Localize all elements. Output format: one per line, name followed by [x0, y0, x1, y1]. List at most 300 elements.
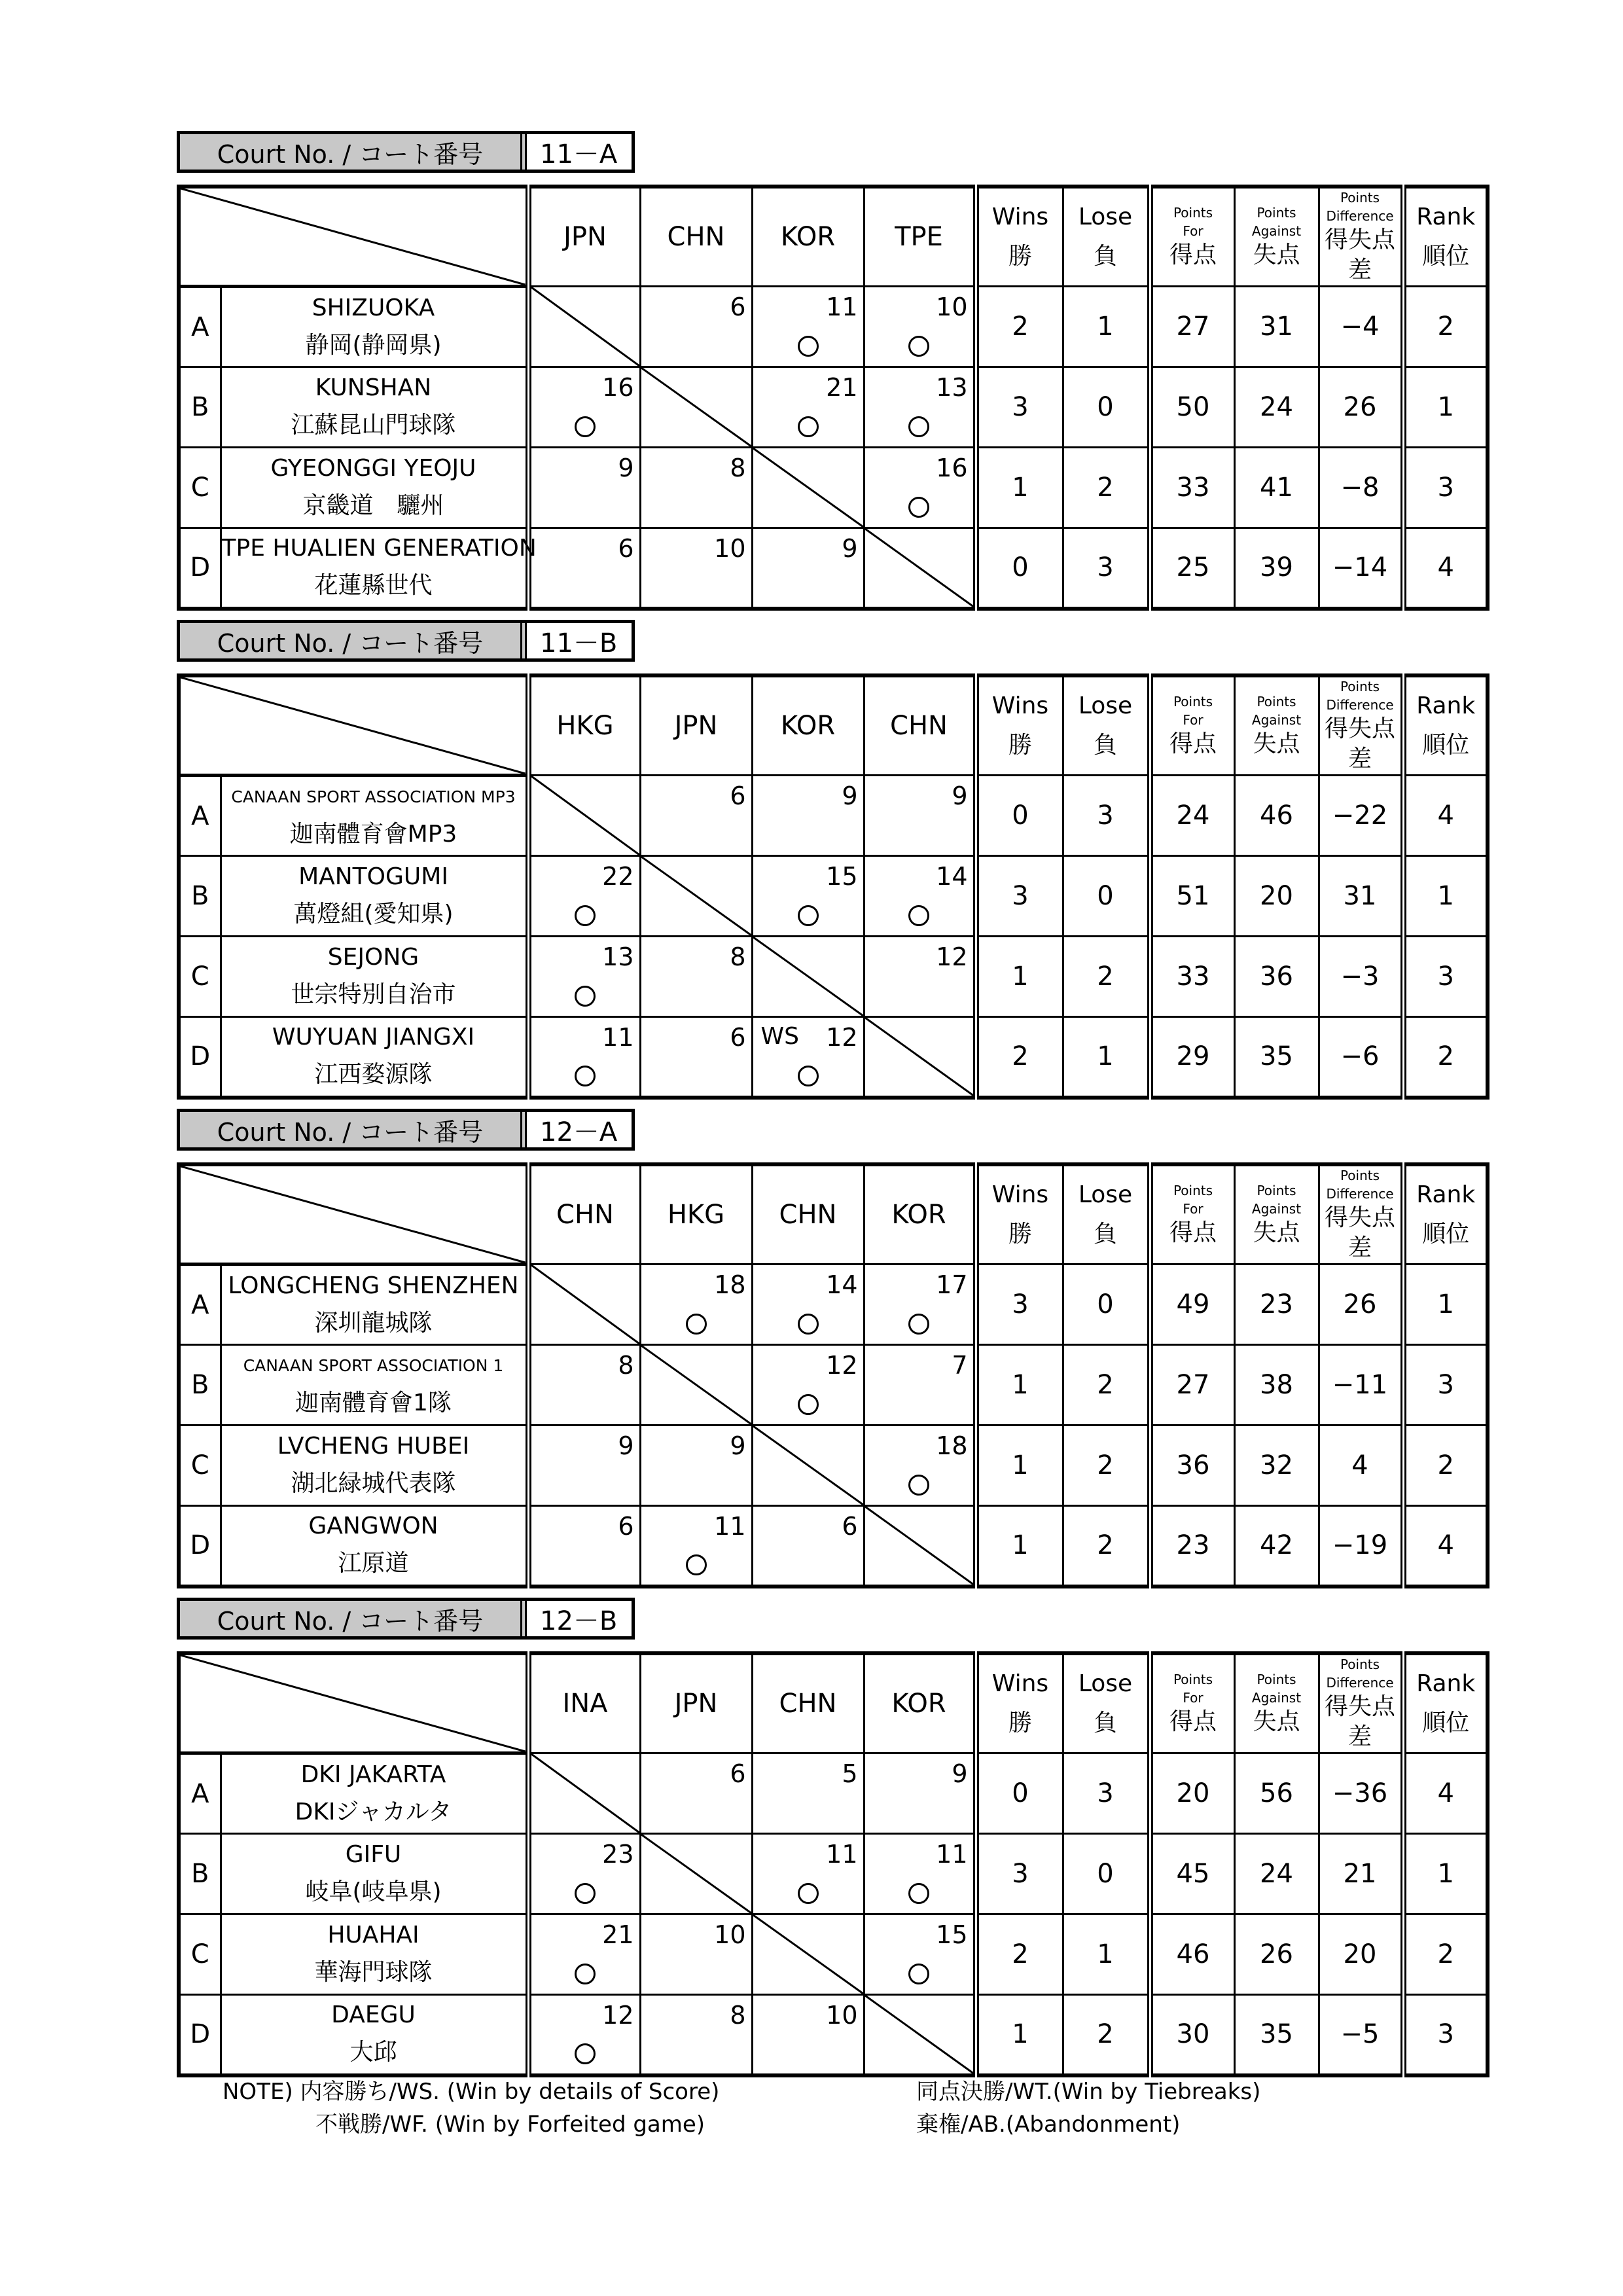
win-circle-icon	[908, 905, 929, 926]
win-circle-icon	[908, 1314, 929, 1335]
pf-header-en2: For	[1183, 712, 1204, 728]
pf-header	[1150, 187, 1234, 287]
lose-value: 2	[1063, 448, 1150, 528]
pa-header-en1: Points	[1257, 205, 1296, 221]
team-row	[179, 367, 1488, 448]
team-letter: D	[179, 1506, 221, 1587]
result-cell	[752, 1914, 864, 1995]
team-name-ja: 江西婺源隊	[314, 1061, 433, 1088]
team-name-cell	[221, 856, 528, 937]
team-name-cell	[221, 367, 528, 448]
lose-header-en: Lose	[1078, 1670, 1133, 1697]
note-ab: 棄権/AB.(Abandonment)	[916, 2111, 1181, 2138]
wins-value: 1	[976, 937, 1063, 1017]
lose-value: 1	[1063, 287, 1150, 367]
lose-value: 0	[1063, 1265, 1150, 1345]
self-match-diagonal	[531, 287, 639, 366]
result-cell	[528, 1753, 640, 1834]
pf-value: 24	[1150, 776, 1234, 856]
rank-value: 4	[1403, 1506, 1488, 1587]
lose-value: 0	[1063, 367, 1150, 448]
pd-value: −11	[1319, 1345, 1403, 1426]
pd-header-ja: 得失点差	[1324, 715, 1395, 772]
wins-header-ja: 勝	[1008, 732, 1032, 759]
pd-header-ja-wrap	[1320, 225, 1400, 285]
result-cell	[528, 287, 640, 367]
result-cell	[752, 367, 864, 448]
pd-header-ja-wrap	[1320, 714, 1400, 774]
result-cell	[752, 1506, 864, 1587]
team-letter: B	[179, 1345, 221, 1426]
win-circle-icon	[908, 497, 929, 518]
opponent-header: TPE	[864, 187, 976, 287]
wins-header-en: Wins	[991, 1181, 1049, 1208]
team-name-cell	[221, 1753, 528, 1834]
wins-value: 1	[976, 1995, 1063, 2075]
pf-header-ja-wrap	[1153, 729, 1234, 759]
pd-value: −36	[1319, 1753, 1403, 1834]
result-cell	[752, 528, 864, 609]
result-cell	[752, 776, 864, 856]
wins-value: 3	[976, 367, 1063, 448]
team-name-cell	[221, 1834, 528, 1914]
result-cell	[640, 1345, 752, 1426]
team-row	[179, 1753, 1488, 1834]
self-match-diagonal	[531, 1754, 639, 1833]
self-match-diagonal	[641, 368, 751, 446]
result-cell	[640, 287, 752, 367]
pf-header-en1: Points	[1173, 694, 1213, 709]
match-score: 13	[936, 373, 968, 402]
wins-value: 2	[976, 1914, 1063, 1995]
pd-value: 20	[1319, 1914, 1403, 1995]
pd-value: −3	[1319, 937, 1403, 1017]
team-name-en: WUYUAN JIANGXI	[272, 1024, 475, 1051]
pf-value: 30	[1150, 1995, 1234, 2075]
pd-header-en1: Points	[1340, 679, 1380, 694]
match-score: 14	[936, 862, 968, 891]
pa-value: 26	[1234, 1914, 1319, 1995]
team-letter: A	[179, 776, 221, 856]
team-letter: D	[179, 528, 221, 609]
pf-header-ja: 得点	[1169, 1708, 1217, 1735]
rank-header-en: Rank	[1416, 204, 1476, 230]
court-label-text: Court No. / コート番号	[180, 134, 527, 170]
team-name-ja: 世宗特別自治市	[291, 981, 456, 1008]
pf-value: 33	[1150, 448, 1234, 528]
pa-header-ja: 失点	[1253, 1219, 1300, 1246]
result-cell	[528, 1426, 640, 1506]
team-name-ja: DKIジャカルタ	[294, 1798, 452, 1825]
wins-value: 3	[976, 1265, 1063, 1345]
court-number: 11－A	[540, 139, 618, 170]
pf-value: 36	[1150, 1426, 1234, 1506]
pd-header-en2: Difference	[1326, 1186, 1394, 1202]
lose-value: 0	[1063, 1834, 1150, 1914]
win-circle-icon	[798, 416, 819, 437]
result-cell	[752, 448, 864, 528]
lose-header-en: Lose	[1078, 692, 1133, 719]
opponent-header: JPN	[528, 187, 640, 287]
corner-diagonal	[181, 1166, 526, 1263]
win-circle-icon	[798, 1394, 819, 1415]
match-score: 12	[936, 942, 968, 971]
team-letter: D	[179, 1017, 221, 1098]
result-cell	[752, 856, 864, 937]
pa-header-en2: Against	[1251, 1690, 1302, 1706]
pd-header-ja: 得失点差	[1324, 1204, 1395, 1261]
pa-header-ja: 失点	[1253, 242, 1300, 268]
team-name-en: LVCHENG HUBEI	[277, 1433, 470, 1460]
match-score: 8	[618, 1351, 634, 1380]
pd-header-en1: Points	[1340, 1168, 1380, 1183]
pa-value: 20	[1234, 856, 1319, 937]
match-score: 9	[952, 781, 968, 810]
lose-header-en: Lose	[1078, 1181, 1133, 1208]
self-match-diagonal	[865, 1018, 973, 1096]
match-score: 10	[714, 1920, 746, 1949]
wins-header-en: Wins	[991, 692, 1049, 719]
team-letter: D	[179, 1995, 221, 2075]
pf-header-en2: For	[1183, 1690, 1204, 1706]
pa-value: 46	[1234, 776, 1319, 856]
win-circle-icon	[908, 1475, 929, 1496]
rank-value: 1	[1403, 367, 1488, 448]
pd-header-en1: Points	[1340, 190, 1380, 206]
match-score: 12	[826, 1351, 858, 1380]
wins-header	[976, 1164, 1063, 1265]
result-cell	[528, 367, 640, 448]
rank-value: 4	[1403, 528, 1488, 609]
pf-header-en1: Points	[1173, 205, 1213, 221]
rank-header-en: Rank	[1416, 1670, 1476, 1697]
pa-value: 35	[1234, 1017, 1319, 1098]
pd-value: 26	[1319, 1265, 1403, 1345]
win-circle-icon	[908, 1883, 929, 1904]
match-score: 9	[618, 454, 634, 482]
result-cell	[752, 287, 864, 367]
team-row	[179, 937, 1488, 1017]
self-match-diagonal	[641, 1835, 751, 1913]
pd-header-en2: Difference	[1326, 1675, 1394, 1691]
lose-value: 2	[1063, 937, 1150, 1017]
self-match-diagonal	[753, 937, 863, 1016]
rank-header-en: Rank	[1416, 692, 1476, 719]
lose-header-ja: 負	[1093, 732, 1117, 759]
team-name-cell	[221, 1506, 528, 1587]
rank-value: 1	[1403, 856, 1488, 937]
pa-header	[1234, 1653, 1319, 1753]
result-cell	[864, 937, 976, 1017]
team-name-cell	[221, 1995, 528, 2075]
pa-header	[1234, 1164, 1319, 1265]
opponent-header: CHN	[640, 187, 752, 287]
match-score: 21	[826, 373, 858, 402]
pd-value: −19	[1319, 1506, 1403, 1587]
result-cell	[864, 1265, 976, 1345]
result-cell	[864, 1753, 976, 1834]
result-cell	[752, 1753, 864, 1834]
match-score: 9	[618, 1431, 634, 1460]
self-match-diagonal	[865, 1996, 973, 2073]
pf-header-ja-wrap	[1153, 240, 1234, 270]
wins-header	[976, 187, 1063, 287]
pa-value: 24	[1234, 1834, 1319, 1914]
match-score: 7	[952, 1351, 968, 1380]
team-name-en: GANGWON	[308, 1513, 438, 1540]
pd-value: 26	[1319, 367, 1403, 448]
result-cell	[640, 1995, 752, 2075]
pf-value: 50	[1150, 367, 1234, 448]
result-cell	[640, 1506, 752, 1587]
court-label-text: Court No. / コート番号	[180, 623, 527, 658]
win-circle-icon	[798, 1314, 819, 1335]
team-name-ja: 京畿道 驪州	[302, 492, 444, 519]
result-cell	[864, 528, 976, 609]
win-circle-icon	[798, 905, 819, 926]
match-score: 12	[826, 1023, 858, 1052]
pf-header-ja-wrap	[1153, 1707, 1234, 1737]
header-corner	[179, 1164, 528, 1265]
result-cell	[528, 1345, 640, 1426]
result-cell	[640, 776, 752, 856]
lose-value: 0	[1063, 856, 1150, 937]
win-type-tag: WS	[760, 1023, 799, 1050]
corner-diagonal	[181, 677, 526, 774]
pa-header-ja-wrap	[1236, 240, 1318, 270]
pd-header-ja: 得失点差	[1324, 1693, 1395, 1750]
rank-value: 2	[1403, 287, 1488, 367]
match-score: 10	[936, 293, 968, 321]
result-cell	[752, 1265, 864, 1345]
rank-value: 4	[1403, 1753, 1488, 1834]
opponent-header: CHN	[528, 1164, 640, 1265]
team-name-ja: 迦南體育會MP3	[289, 820, 457, 848]
header-row	[179, 1653, 1488, 1753]
pd-header-ja-wrap	[1320, 1203, 1400, 1263]
pd-header-en2: Difference	[1326, 208, 1394, 224]
team-row	[179, 1265, 1488, 1345]
pf-value: 33	[1150, 937, 1234, 1017]
rank-header	[1403, 1164, 1488, 1265]
pa-header-en2: Against	[1251, 712, 1302, 728]
rank-value: 3	[1403, 1995, 1488, 2075]
pd-header-en1: Points	[1340, 1657, 1380, 1672]
match-score: 6	[730, 781, 746, 810]
team-name-en: SEJONG	[327, 944, 419, 971]
pf-value: 20	[1150, 1753, 1234, 1834]
team-letter: C	[179, 1426, 221, 1506]
wins-value: 0	[976, 776, 1063, 856]
lose-header-ja: 負	[1093, 1221, 1117, 1247]
pf-header	[1150, 675, 1234, 776]
team-row	[179, 1834, 1488, 1914]
court-label-text: Court No. / コート番号	[180, 1601, 527, 1636]
match-score: 11	[826, 1840, 858, 1869]
win-circle-icon	[798, 1066, 819, 1086]
pa-value: 24	[1234, 367, 1319, 448]
lose-value: 2	[1063, 1426, 1150, 1506]
court-number: 12－B	[540, 1605, 618, 1636]
pa-header-ja: 失点	[1253, 730, 1300, 757]
result-cell	[864, 1506, 976, 1587]
result-cell	[528, 937, 640, 1017]
wins-value: 1	[976, 1345, 1063, 1426]
result-cell	[528, 1995, 640, 2075]
pf-header-en1: Points	[1173, 1672, 1213, 1687]
pd-value: −4	[1319, 287, 1403, 367]
match-score: 9	[952, 1759, 968, 1788]
team-name-cell	[221, 1265, 528, 1345]
pa-value: 36	[1234, 937, 1319, 1017]
match-score: 6	[618, 1512, 634, 1541]
lose-value: 1	[1063, 1914, 1150, 1995]
wins-value: 3	[976, 856, 1063, 937]
rank-header-ja: 順位	[1422, 243, 1470, 270]
win-circle-icon	[575, 1066, 596, 1086]
lose-header-en: Lose	[1078, 204, 1133, 230]
lose-header	[1063, 675, 1150, 776]
result-cell	[864, 1345, 976, 1426]
wins-header	[976, 675, 1063, 776]
header-corner	[179, 1653, 528, 1753]
rank-header-ja: 順位	[1422, 1221, 1470, 1247]
pa-value: 35	[1234, 1995, 1319, 2075]
result-cell	[640, 1426, 752, 1506]
lose-value: 2	[1063, 1506, 1150, 1587]
pd-value: −14	[1319, 528, 1403, 609]
result-cell	[528, 448, 640, 528]
pd-value: −8	[1319, 448, 1403, 528]
court-number: 12－A	[540, 1117, 618, 1147]
match-score: 8	[730, 942, 746, 971]
result-cell	[864, 856, 976, 937]
win-circle-icon	[798, 336, 819, 357]
match-score: 10	[826, 2001, 858, 2030]
team-name-en: SHIZUOKA	[312, 294, 435, 321]
lose-value: 3	[1063, 528, 1150, 609]
header-corner	[179, 187, 528, 287]
result-cell	[864, 1426, 976, 1506]
match-score: 16	[602, 373, 634, 402]
standings-table	[177, 1651, 1489, 2077]
result-cell	[752, 1426, 864, 1506]
header-corner	[179, 675, 528, 776]
pf-header	[1150, 1164, 1234, 1265]
result-cell	[528, 1017, 640, 1098]
team-name-cell	[221, 776, 528, 856]
lose-header	[1063, 1164, 1150, 1265]
match-score: 11	[826, 293, 858, 321]
pf-header-ja: 得点	[1169, 1219, 1217, 1246]
pa-header-en2: Against	[1251, 1201, 1302, 1217]
lose-header-ja: 負	[1093, 1710, 1117, 1736]
result-cell	[640, 1834, 752, 1914]
result-cell	[752, 1834, 864, 1914]
pd-header-en2: Difference	[1326, 697, 1394, 713]
opponent-header: JPN	[640, 675, 752, 776]
opponent-header: CHN	[864, 675, 976, 776]
rank-header	[1403, 675, 1488, 776]
rank-value: 4	[1403, 776, 1488, 856]
team-name-ja: 華海門球隊	[314, 1959, 433, 1986]
wins-header-ja: 勝	[1008, 243, 1032, 270]
result-cell	[752, 1995, 864, 2075]
match-score: 16	[936, 454, 968, 482]
wins-value: 1	[976, 448, 1063, 528]
pd-value: −6	[1319, 1017, 1403, 1098]
pf-value: 23	[1150, 1506, 1234, 1587]
pf-header	[1150, 1653, 1234, 1753]
header-row	[179, 1164, 1488, 1265]
result-cell	[528, 528, 640, 609]
pa-value: 31	[1234, 287, 1319, 367]
rank-header	[1403, 187, 1488, 287]
team-name-ja: 岐阜(岐阜県)	[305, 1878, 442, 1905]
pa-header	[1234, 187, 1319, 287]
rank-value: 1	[1403, 1265, 1488, 1345]
team-row	[179, 1995, 1488, 2075]
pa-header-ja-wrap	[1236, 729, 1318, 759]
team-row	[179, 448, 1488, 528]
result-cell	[640, 1265, 752, 1345]
opponent-header: KOR	[864, 1164, 976, 1265]
result-cell	[864, 367, 976, 448]
rank-value: 2	[1403, 1914, 1488, 1995]
result-cell	[752, 937, 864, 1017]
pa-header-ja-wrap	[1236, 1218, 1318, 1248]
result-cell	[752, 1345, 864, 1426]
pd-header	[1319, 187, 1403, 287]
pf-header-en2: For	[1183, 1201, 1204, 1217]
match-score: 8	[730, 454, 746, 482]
team-letter: B	[179, 856, 221, 937]
team-row	[179, 528, 1488, 609]
wins-header-ja: 勝	[1008, 1710, 1032, 1736]
win-circle-icon	[908, 416, 929, 437]
team-row	[179, 856, 1488, 937]
pd-header	[1319, 1653, 1403, 1753]
rank-value: 1	[1403, 1834, 1488, 1914]
match-score: 8	[730, 2001, 746, 2030]
team-letter: A	[179, 1753, 221, 1834]
wins-value: 3	[976, 1834, 1063, 1914]
team-letter: C	[179, 448, 221, 528]
team-row	[179, 1914, 1488, 1995]
team-name-ja: 迦南體育會1隊	[295, 1390, 452, 1416]
match-score: 12	[602, 2001, 634, 2030]
result-cell	[528, 856, 640, 937]
team-name-ja: 江蘇昆山門球隊	[291, 412, 456, 439]
pa-value: 23	[1234, 1265, 1319, 1345]
team-letter: A	[179, 1265, 221, 1345]
corner-diagonal	[181, 1655, 526, 1751]
team-name-en: GIFU	[345, 1841, 402, 1868]
wins-header-ja: 勝	[1008, 1221, 1032, 1247]
lose-header	[1063, 187, 1150, 287]
match-score: 13	[602, 942, 634, 971]
team-row	[179, 287, 1488, 367]
court-label	[177, 620, 635, 662]
wins-value: 0	[976, 528, 1063, 609]
result-cell	[864, 1914, 976, 1995]
match-score: 22	[602, 862, 634, 891]
result-cell	[528, 776, 640, 856]
court-number: 11－B	[540, 628, 618, 658]
result-cell	[864, 287, 976, 367]
pa-header-ja: 失点	[1253, 1708, 1300, 1735]
self-match-diagonal	[753, 1915, 863, 1994]
